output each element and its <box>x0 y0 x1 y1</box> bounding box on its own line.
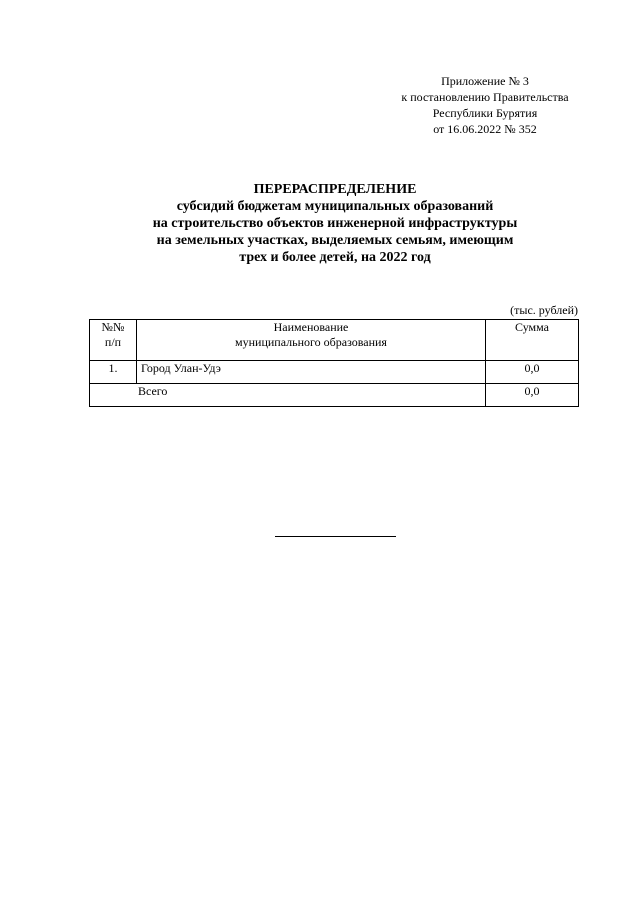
header-sum: Сумма <box>486 320 579 361</box>
header-name <box>137 320 486 361</box>
appendix-line: от 16.06.2022 № 352 <box>433 122 537 136</box>
row-municipality: Город Улан-Удэ <box>137 361 486 384</box>
units-note: (тыс. рублей) <box>510 303 578 317</box>
document-title <box>100 181 570 266</box>
subsidy-table <box>89 319 579 407</box>
header-name-line1: Наименование <box>273 320 349 334</box>
title-heading: ПЕРЕРАСПРЕДЕЛЕНИЕ <box>253 182 417 197</box>
title-line: на земельных участках, выделяемых семьям, имеющим <box>156 233 514 248</box>
title-line: трех и более детей, на 2022 год <box>239 250 431 265</box>
appendix-line: Приложение № 3 <box>441 74 529 88</box>
appendix-line: Республики Бурятия <box>432 106 538 120</box>
header-number-line2: п/п <box>104 335 122 349</box>
row-number: 1. <box>90 361 137 384</box>
total-label: Всего <box>90 384 486 407</box>
header-number-line1: №№ <box>101 320 125 334</box>
appendix-line: к постановлению Правительства <box>401 90 569 104</box>
header-number <box>90 320 137 361</box>
table-row <box>90 361 579 384</box>
row-sum: 0,0 <box>486 361 579 384</box>
total-sum: 0,0 <box>486 384 579 407</box>
title-line: на строительство объектов инженерной инфраструктуры <box>152 216 518 231</box>
title-line: субсидий бюджетам муниципальных образований <box>176 199 494 214</box>
closing-divider <box>275 536 396 537</box>
header-name-line2: муниципального образования <box>235 335 387 349</box>
appendix-block <box>380 73 590 137</box>
table-header-row <box>90 320 579 361</box>
table-total-row <box>90 384 579 407</box>
